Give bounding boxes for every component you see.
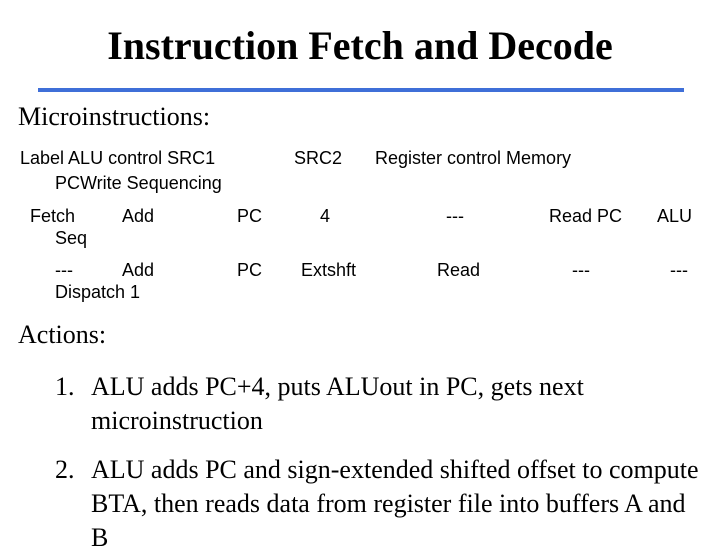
row-label: ---	[55, 260, 73, 280]
row-src1: PC	[237, 206, 263, 226]
row-src1: PC	[237, 260, 263, 280]
row-src2: Extshft	[301, 260, 357, 280]
row-alu-control: Add	[122, 260, 155, 280]
row-memory: Read PC	[549, 206, 623, 226]
list-item-number: 2.	[55, 455, 75, 484]
page-title: Instruction Fetch and Decode	[107, 23, 613, 68]
list-item-number: 1.	[55, 372, 75, 401]
row-register-control: Read	[437, 260, 481, 280]
row-sequencing: Seq	[55, 228, 88, 248]
row-pcwrite: ---	[670, 260, 688, 280]
list-item-text: ALU adds PC and sign-extended shifted offset to compute BTA, then reads data from register file into buffers A and B	[91, 455, 699, 552]
list-item	[55, 370, 705, 438]
row-memory: ---	[572, 260, 590, 280]
actions-heading: Actions:	[18, 320, 107, 349]
header-src2: SRC2	[294, 148, 343, 168]
row-alu-control: Add	[122, 206, 155, 226]
microinstructions-heading: Microinstructions:	[18, 102, 211, 131]
header-label-alu-src1: Label ALU control SRC1	[20, 148, 216, 168]
title-underline	[38, 88, 684, 92]
header-pcwrite-sequencing: PCWrite Sequencing	[55, 173, 222, 193]
row-label: Fetch	[30, 206, 76, 226]
list-item-text: ALU adds PC+4, puts ALUout in PC, gets next microinstruction	[91, 372, 584, 435]
header-register-memory: Register control Memory	[375, 148, 572, 168]
row-register-control: ---	[446, 206, 464, 226]
row-pcwrite: ALU	[657, 206, 693, 226]
row-sequencing: Dispatch 1	[55, 282, 141, 302]
row-src2: 4	[320, 206, 331, 226]
